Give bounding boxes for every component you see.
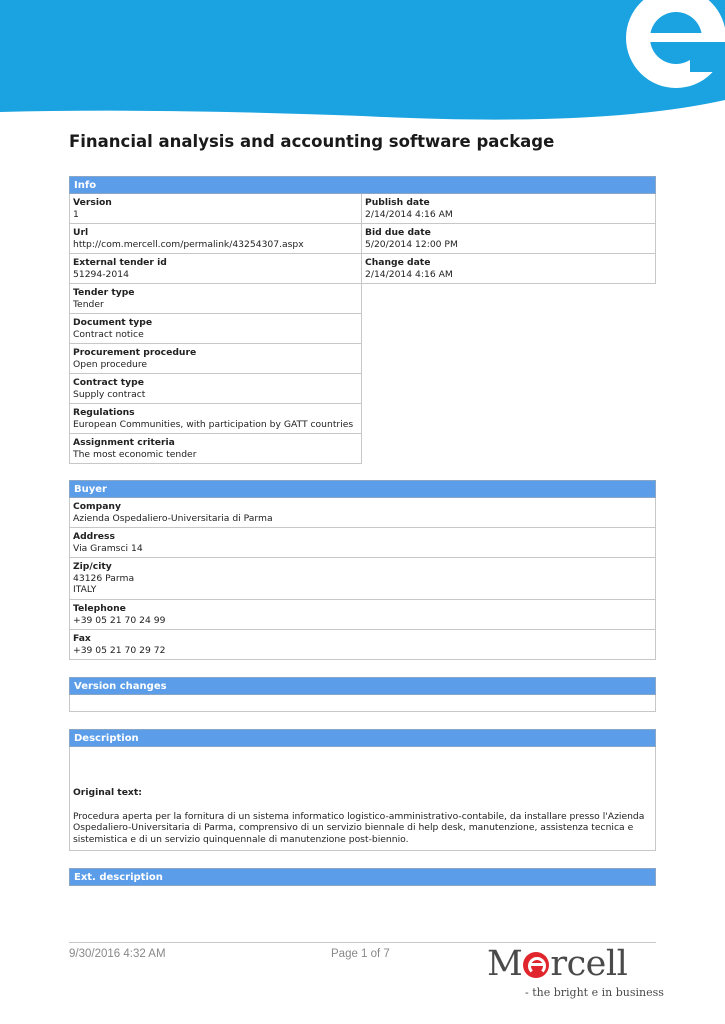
buyer-header: Buyer: [69, 480, 656, 498]
telephone-cell: [69, 600, 656, 630]
change-date-cell: [362, 254, 656, 284]
version-changes-body: [69, 695, 656, 712]
zip-city-value: 43126 Parma ITALY: [73, 572, 135, 595]
document-type-cell: [69, 314, 362, 344]
external-id-value: 51294-2014: [73, 268, 129, 280]
footer-page-number: Page 1 of 7: [331, 948, 390, 960]
fax-label: Fax: [73, 633, 91, 644]
description-section: [69, 729, 656, 851]
fax-cell: [69, 630, 656, 660]
change-date-label: Change date: [365, 257, 431, 268]
procedure-label: Procurement procedure: [73, 347, 197, 358]
external-id-cell: [69, 254, 362, 284]
publish-date-label: Publish date: [365, 197, 430, 208]
address-value: Via Gramsci 14: [73, 542, 143, 554]
logo-text-pre: M: [487, 944, 523, 984]
url-link[interactable]: http://com.mercell.com/permalink/43254307.aspx: [73, 238, 304, 250]
procedure-value: Open procedure: [73, 358, 148, 370]
info-header: Info: [69, 176, 656, 194]
criteria-value: The most economic tender: [73, 448, 197, 460]
tender-type-value: Tender: [73, 298, 104, 310]
version-changes-header: Version changes: [69, 677, 656, 695]
logo-wordmark: [487, 942, 627, 986]
bid-due-label: Bid due date: [365, 227, 431, 238]
footer-date: 9/30/2016 4:32 AM: [69, 948, 166, 960]
zip-city-cell: [69, 558, 656, 600]
logo-tagline: - the bright e in business: [525, 986, 664, 999]
description-header: Description: [69, 729, 656, 747]
header-banner: [0, 0, 725, 122]
version-changes-section: [69, 677, 656, 712]
regulations-value: European Communities, with participation by GATT countries: [73, 418, 354, 430]
original-text-label: Original text:: [73, 787, 142, 798]
version-label: Version: [73, 197, 112, 208]
contract-type-label: Contract type: [73, 377, 144, 388]
contract-type-cell: [69, 374, 362, 404]
document-type-label: Document type: [73, 317, 153, 328]
ext-description-section: [69, 868, 656, 886]
zip-city-label: Zip/city: [73, 561, 112, 572]
external-id-label: External tender id: [73, 257, 167, 268]
version-value: 1: [73, 208, 79, 220]
url-label: Url: [73, 227, 89, 238]
url-cell: [69, 224, 362, 254]
regulations-cell: [69, 404, 362, 434]
version-cell: [69, 194, 362, 224]
publish-date-cell: [362, 194, 656, 224]
info-left-column: [69, 194, 362, 464]
company-value: Azienda Ospedaliero-Universitaria di Parma: [73, 512, 273, 524]
page-title: Financial analysis and accounting software package: [69, 132, 555, 151]
mercell-logo: [485, 942, 664, 1002]
change-date-value: 2/14/2014 4:16 AM: [365, 268, 453, 280]
tender-type-label: Tender type: [73, 287, 135, 298]
company-label: Company: [73, 501, 121, 512]
contract-type-value: Supply contract: [73, 388, 146, 400]
info-right-column: [362, 194, 656, 464]
bid-due-value: 5/20/2014 12:00 PM: [365, 238, 458, 250]
address-label: Address: [73, 531, 115, 542]
description-body: [69, 747, 656, 851]
telephone-label: Telephone: [73, 603, 126, 614]
ext-description-header: Ext. description: [69, 868, 656, 886]
description-text: Procedura aperta per la fornitura di un sistema informatico logistico-amministrativo-contabile, da installare presso l'Azienda Ospedaliero-Universitaria di Parma, comprensivo di un servizio biennale di help desk, manutenzione, assistenza tecnica e sistemistica e di un servizio quinquennale di manutenzione post-biennio.: [73, 810, 645, 845]
publish-date-value: 2/14/2014 4:16 AM: [365, 208, 453, 220]
logo-text-post: rcell: [550, 944, 628, 984]
info-section: [69, 176, 656, 464]
address-cell: [69, 528, 656, 558]
criteria-label: Assignment criteria: [73, 437, 175, 448]
telephone-value: +39 05 21 70 24 99: [73, 614, 166, 626]
company-cell: [69, 498, 656, 528]
procedure-cell: [69, 344, 362, 374]
tender-type-cell: [69, 284, 362, 314]
buyer-section: [69, 480, 656, 660]
fax-value: +39 05 21 70 29 72: [73, 644, 166, 656]
logo-e-icon: [523, 952, 549, 978]
criteria-cell: [69, 434, 362, 464]
regulations-label: Regulations: [73, 407, 135, 418]
document-type-value: Contract notice: [73, 328, 144, 340]
bid-due-cell: [362, 224, 656, 254]
